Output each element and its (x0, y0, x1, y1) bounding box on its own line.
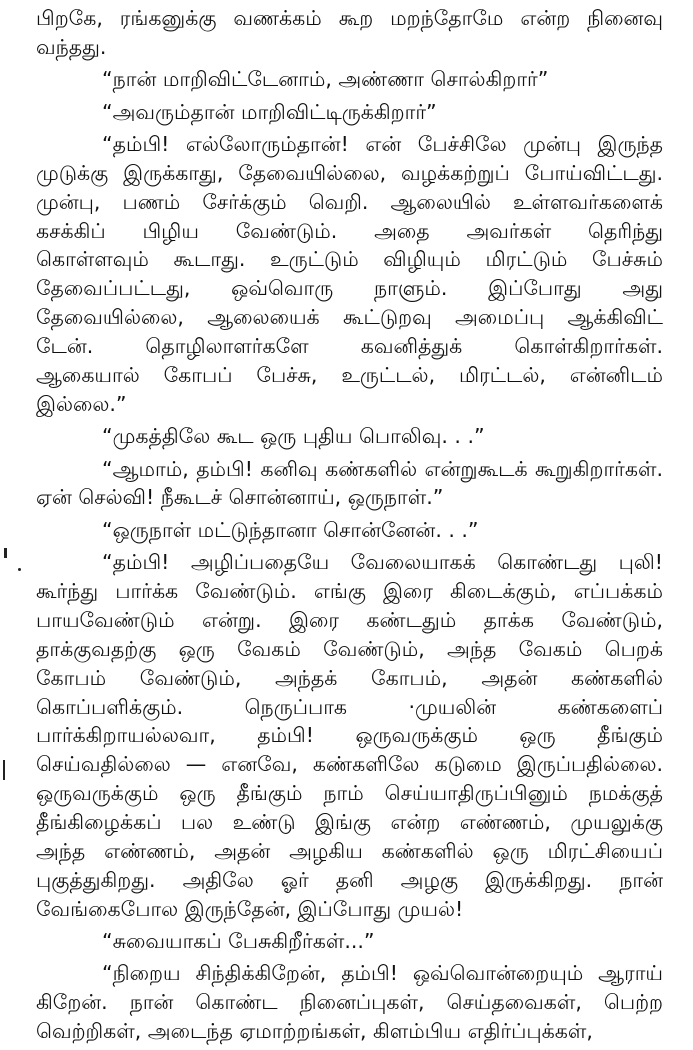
text-line: முன்பு, பணம் சேர்க்கும் வெறி. ஆலையில் உள்ளவர்களைக் (36, 190, 663, 214)
text-line: “ஒருநாள் மட்டுந்தானா சொன்னேன். . .” (102, 518, 479, 542)
text-line: இல்லை.” (36, 392, 127, 416)
text-line: கசக்கிப் பிழிய வேண்டும். அதை அவர்கள் தெரிந்து (36, 219, 663, 243)
text-line: செய்வதில்லை — எனவே, கண்களிலே கடுமை இருப்பதில்லை. (36, 752, 663, 776)
text-line: “நிறைய சிந்திக்கிறேன், தம்பி! ஒவ்வொன்றையும் ஆராய் (102, 961, 663, 985)
text-line: பாயவேண்டும் என்று. இரை கண்டதும் தாக்க வேண்டும், (36, 608, 663, 632)
text-line: வெற்றிகள், அடைந்த ஏமாற்றங்கள், கிளம்பிய எதிர்ப்புக்கள், (36, 1019, 593, 1043)
text-line: ஆகையால் கோபப் பேச்சு, உருட்டல், மிரட்டல், என்னிடம் (36, 363, 663, 387)
text-line: “முகத்திலே கூட ஒரு புதிய பொலிவு. . .” (102, 424, 485, 448)
text-line: “நான் மாறிவிட்டேனாம், அண்ணா சொல்கிறார்” (102, 67, 549, 91)
text-line: ஒருவருக்கும் ஒரு தீங்கும் நாம் செய்யாதிருப்பினும் நமக்குத் (36, 781, 663, 805)
text-line: அந்த எண்ணம், அதன் அழகிய கண்களில் ஒரு மிரட்சியைப் (36, 839, 663, 863)
text-line: கிறேன். நான் கொண்ட நினைப்புகள், செய்தவைகள், பெற்ற (36, 990, 663, 1014)
text-line: “அவரும்தான் மாறிவிட்டிருக்கிறார்” (102, 100, 437, 124)
text-line: கூர்ந்து பார்க்க வேண்டும். எங்கு இரை கிடைக்கும், எப்பக்கம் (36, 579, 663, 603)
text-line: பார்க்கிறாயல்லவா, தம்பி! ஒருவருக்கும் ஒரு தீங்கும் (36, 723, 663, 747)
text-line: தாக்குவதற்கு ஒரு வேகம் வேண்டும், அந்த வேகம் பெறக் (36, 637, 663, 661)
text-line: கொள்ளவும் கூடாது. உருட்டும் விழியும் மிரட்டும் பேச்சும் (36, 247, 663, 271)
text-line: ஏன் செல்வி! நீகூடச் சொன்னாய், ஒருநாள்.” (36, 485, 444, 509)
text-line: கொப்பளிக்கும். நெருப்பாக ·முயலின் கண்களைப் (36, 695, 663, 719)
text-line: தீங்கிழைக்கப் பல உண்டு இங்கு என்ற எண்ணம், முயலுக்கு (36, 810, 663, 834)
text-line: கோபம் வேண்டும், அந்தக் கோபம், அதன் கண்களில் (36, 666, 663, 690)
text-line: பிறகே, ரங்கனுக்கு வணக்கம் கூற மறந்தோமே என்ற நினைவு (36, 6, 663, 30)
text-line: தேவைப்பட்டது, ஒவ்வொரு நாளும். இப்போது அது (36, 276, 663, 300)
text-line: தேவையில்லை, ஆலையைக் கூட்டுறவு அமைப்பு ஆக்கிவிட் (36, 305, 663, 329)
text-line: முடுக்கு இருக்காது, தேவையில்லை, வழக்கற்றுப் போய்விட்டது. (36, 161, 663, 185)
text-line: “ஆமாம், தம்பி! கனிவு கண்களில் என்றுகூடக் கூறுகிறார்கள். (102, 457, 663, 481)
text-line: புகுத்துகிறது. அதிலே ஓர் தனி அழகு இருக்கிறது. நான் (36, 868, 663, 892)
scan-mark (3, 760, 5, 780)
text-line: “தம்பி! எல்லோரும்தான்! என் பேச்சிலே முன்பு இருந்த (102, 132, 663, 156)
text-line: “தம்பி! அழிப்பதையே வேலையாகக் கொண்டது புலி! (102, 550, 663, 574)
text-line: “சுவையாகப் பேசுகிறீர்கள்...” (102, 929, 375, 953)
text-line: டேன். தொழிலாளர்களே கவனித்துக் கொள்கிறார்கள். (36, 334, 663, 358)
text-line: வேங்கைபோல இருந்தேன், இப்போது முயல்! (36, 897, 464, 921)
scan-mark (18, 568, 21, 571)
scan-mark (4, 548, 7, 558)
text-line: வந்தது. (36, 35, 107, 59)
